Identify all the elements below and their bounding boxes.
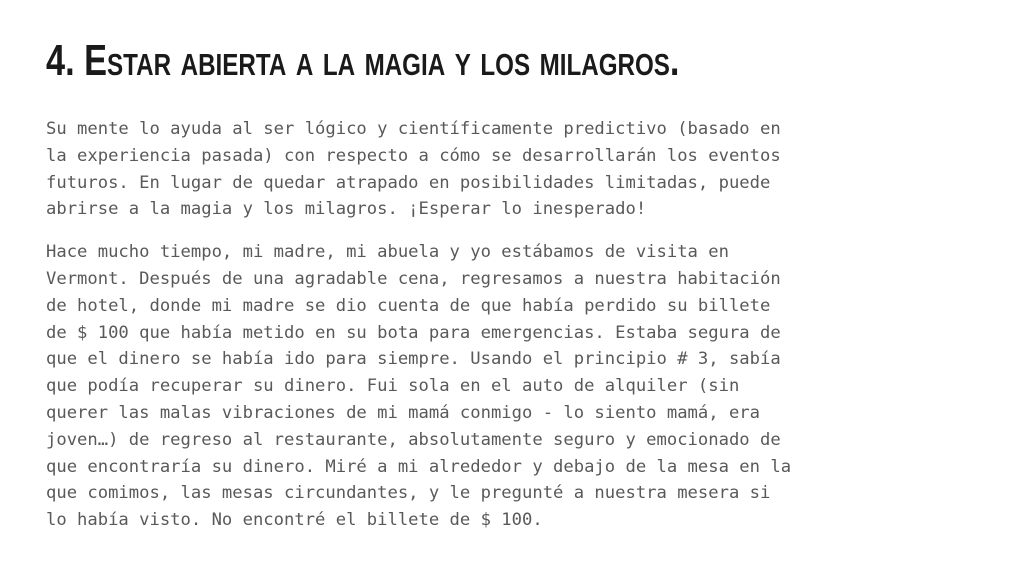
paragraph-intro: Su mente lo ayuda al ser lógico y científicamente predictivo (basado en la experiencia pasada) con respecto a cómo se desarrollarán los eventos futuros. En lugar de quedar atrapado en posibilidades limitadas, puede abrirse a la magia y los milagros. ¡Esperar lo inesperado!	[46, 119, 781, 220]
slide-title: 4. Estar abierta a la magia y los milagros.	[46, 36, 680, 85]
paragraph-story: Hace mucho tiempo, mi madre, mi abuela y yo estábamos de visita en Vermont. Después de una agradable cena, regresamos a nuestra habitación de hotel, donde mi madre se dio cuenta de que había perdido su billete de $ 100 que había metido en su bota para emergencias. Estaba segura de que el dinero se había ido para siempre. Usando el principio # 3, sabía que podía recuperar su dinero. Fui sola en el auto de alquiler (sin querer las malas vibraciones de mi mamá conmigo - lo siento mamá, era joven…) de regreso al restaurante, absolutamente seguro y emocionado de que encontraría su dinero. Miré a mi alrededor y debajo de la mesa en la que comimos, las mesas circundantes, y le pregunté a nuestra mesera si lo había visto. No encontré el billete de $ 100.	[46, 242, 792, 531]
slide-body	[46, 116, 986, 550]
